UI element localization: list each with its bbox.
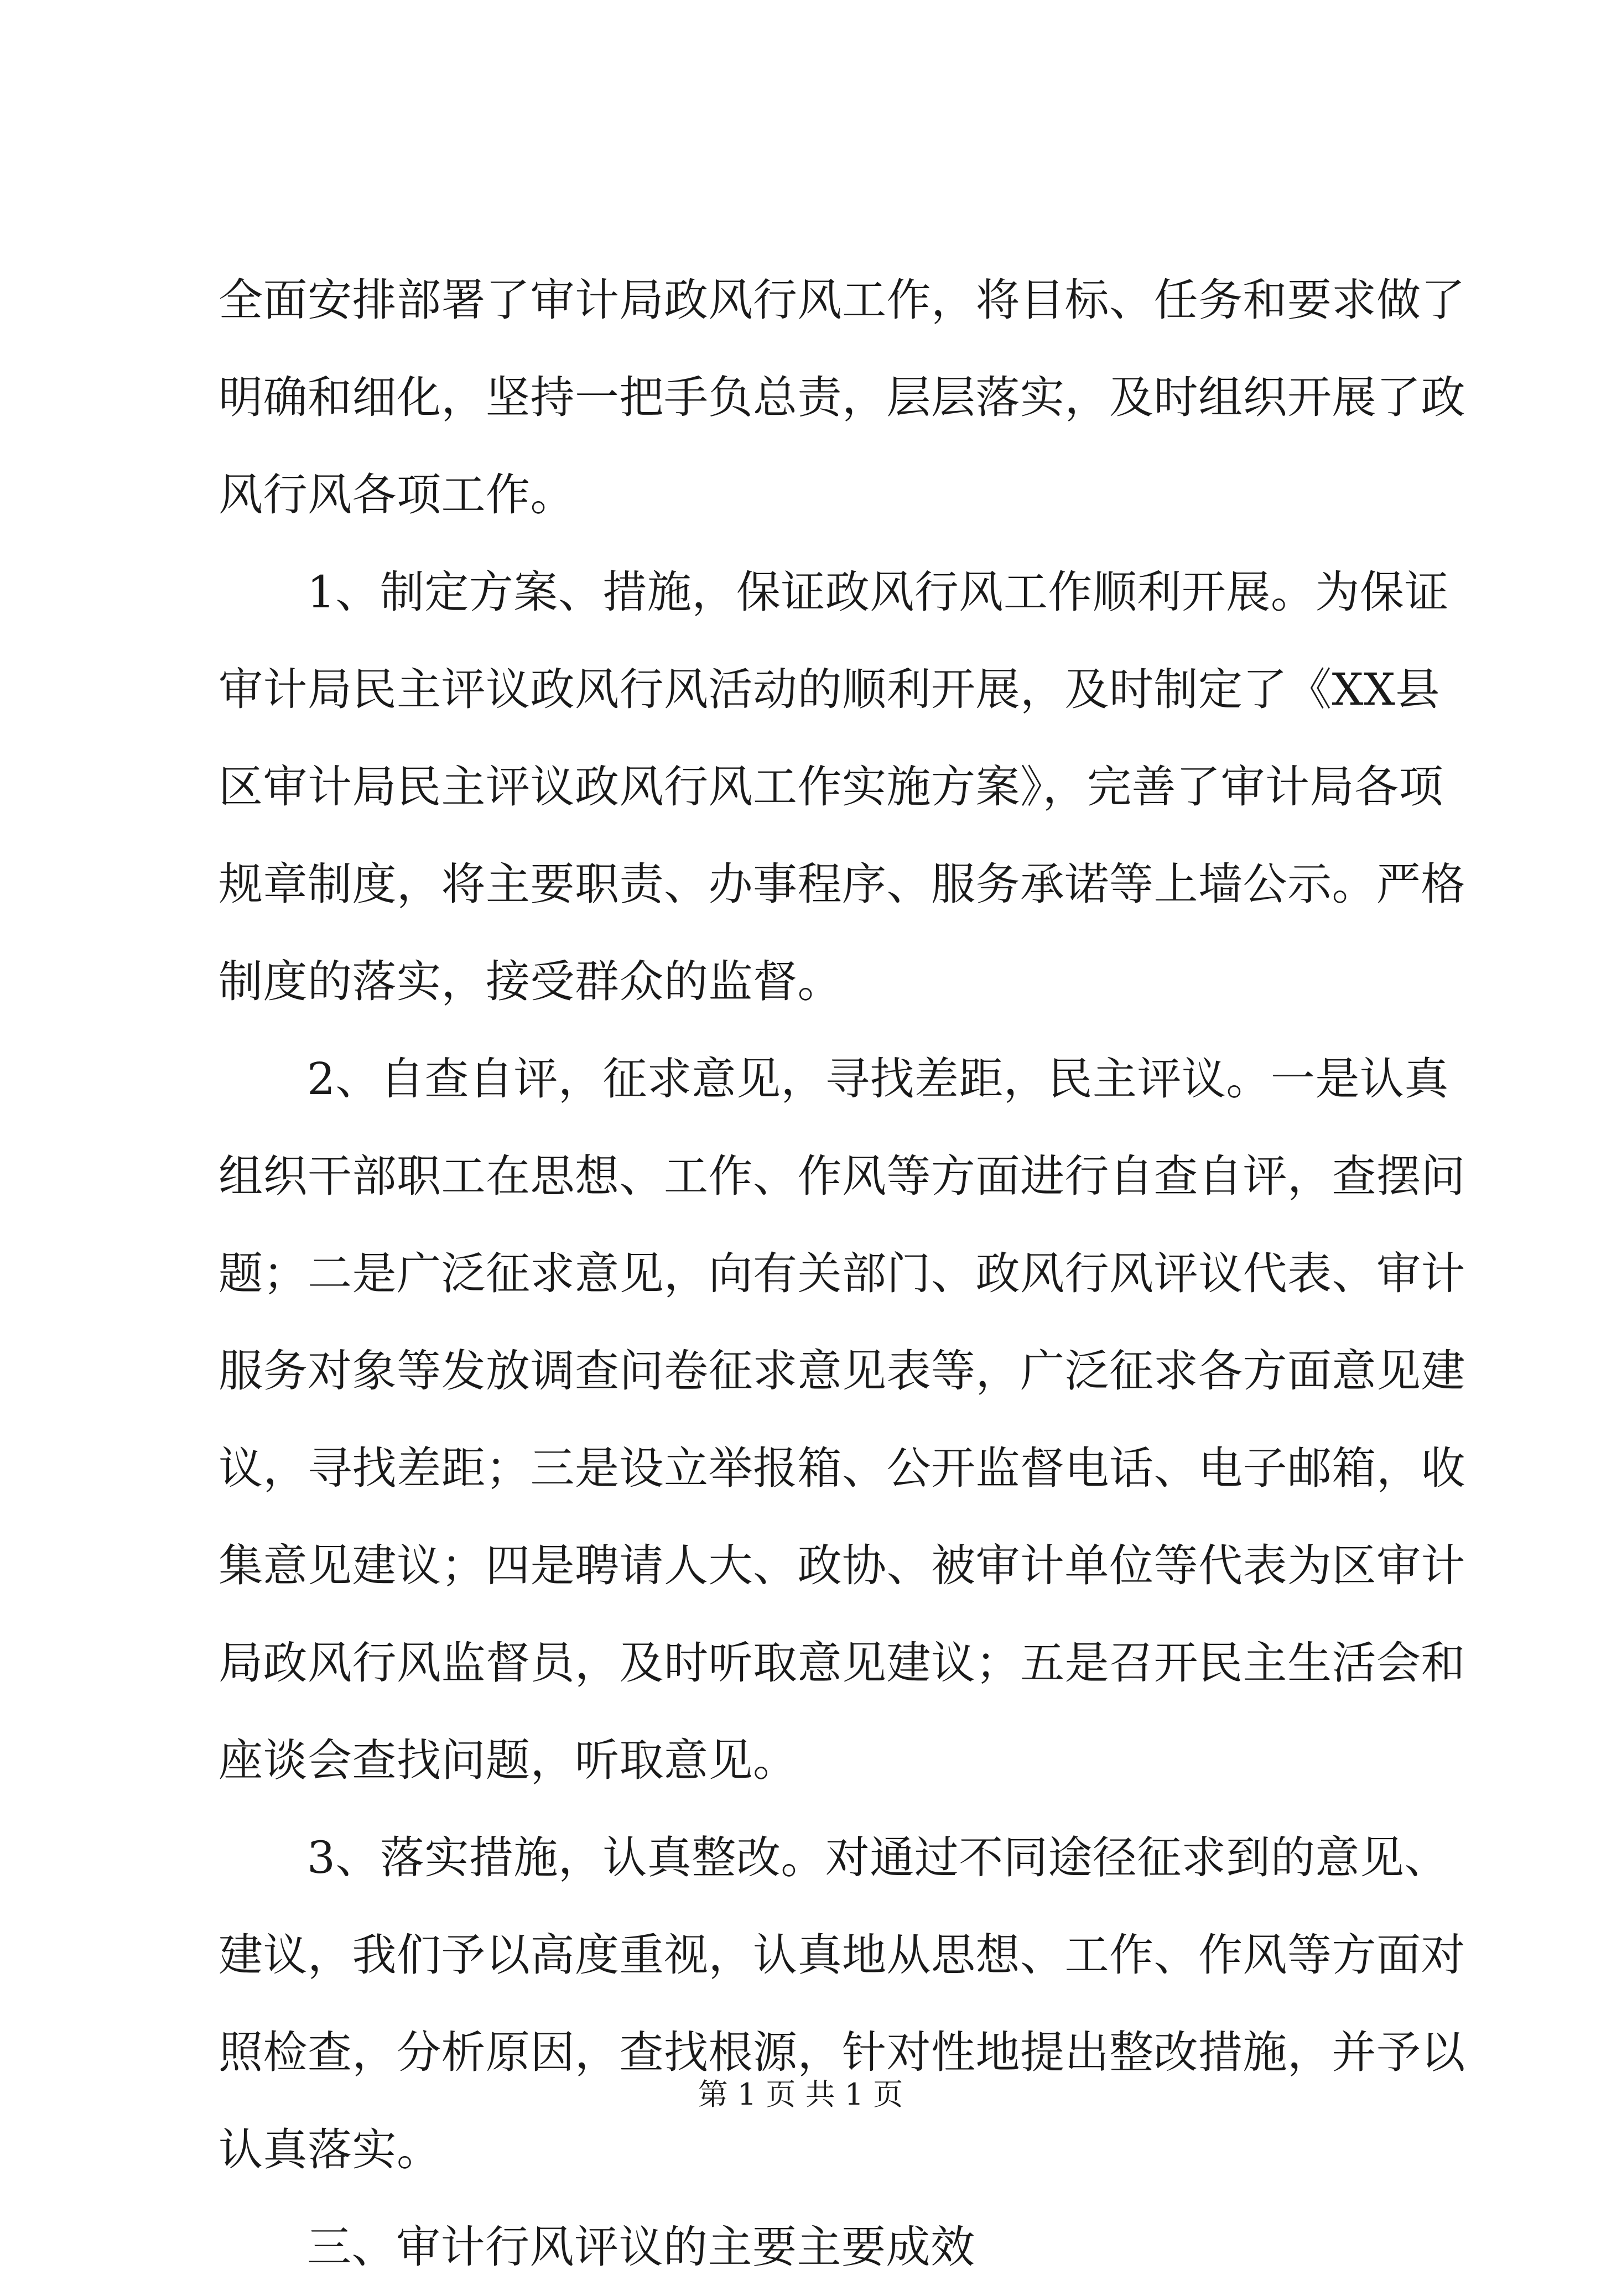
text-line: 区审计局民主评议政风行风工作实施方案》，完善了审计局各项 [219,761,1443,813]
text-line: 建议，我们予以高度重视，认真地从思想、工作、作风等方面对 [219,1929,1465,1981]
text-line: 2、自查自评，征求意见，寻找差距，民主评议。一是认真 [307,1053,1449,1105]
text-line: 全面安排部署了审计局政风行风工作，将目标、任务和要求做了 [219,274,1465,326]
text-line: 议，寻找差距；三是设立举报箱、公开监督电话、电子邮箱，收 [219,1443,1465,1494]
text-line: 服务对象等发放调查问卷征求意见表等，广泛征求各方面意见建 [219,1345,1465,1397]
text-line: 座谈会查找问题，听取意见。 [219,1735,798,1786]
text-line: 审计局民主评议政风行风活动的顺利开展，及时制定了《XX县 [219,664,1440,715]
text-line: 组织干部职工在思想、工作、作风等方面进行自查自评，查摆问 [219,1150,1465,1202]
text-line: 题；二是广泛征求意见，向有关部门、政风行风评议代表、审计 [219,1248,1465,1299]
page-footer: 第 1 页 共 1 页 [698,2077,903,2112]
text-line: 规章制度，将主要职责、办事程序、服务承诺等上墙公示。严格 [219,858,1465,910]
text-line: 照检查，分析原因，查找根源，针对性地提出整改措施，并予以 [219,2027,1465,2078]
text-line: 集意见建议；四是聘请人大、政协、被审计单位等代表为区审计 [219,1540,1465,1591]
text-line: 风行风各项工作。 [219,469,575,520]
section-heading: 三、审计行风评议的主要主要成效 [307,2221,975,2273]
text-line: 制度的落实，接受群众的监督。 [219,956,842,1007]
text-line: 1、制定方案、措施，保证政风行风工作顺利开展。为保证 [307,566,1449,618]
text-line: 明确和细化，坚持一把手负总责，层层落实，及时组织开展了政 [219,372,1465,423]
document-body [219,252,1465,2296]
text-line: 局政风行风监督员，及时听取意见建议；五是召开民主生活会和 [219,1637,1465,1689]
text-line: 3、落实措施，认真整改。对通过不同途径征求到的意见、 [307,1832,1449,1883]
text-line: 认真落实。 [219,2124,441,2175]
